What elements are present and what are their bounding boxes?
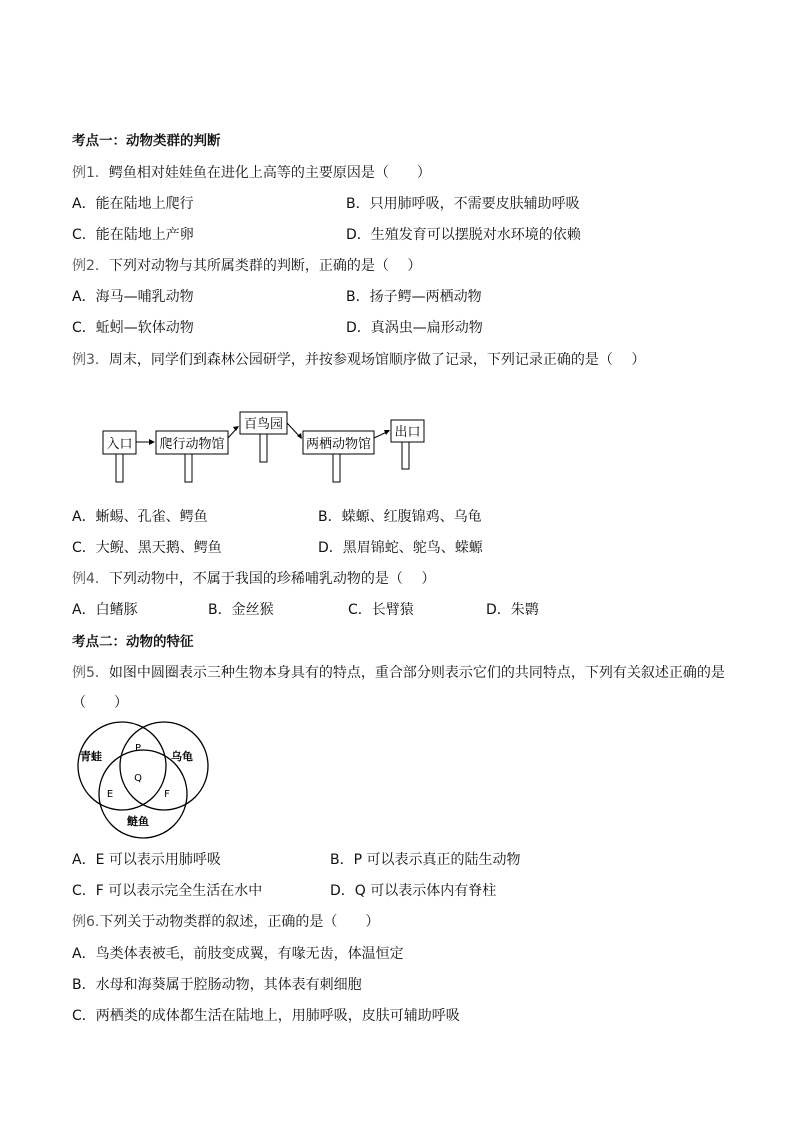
q2-option-a[interactable]: A．海马—哺乳动物 bbox=[72, 289, 194, 305]
venn-label-frog: 青蛙 bbox=[80, 750, 102, 763]
flow-post bbox=[185, 454, 192, 482]
q6-option-c[interactable]: C．两栖类的成体都生活在陆地上，用肺呼吸，皮肤可辅助呼吸 bbox=[72, 1008, 460, 1024]
q4-option-a[interactable]: A．白鳍豚 bbox=[72, 602, 138, 618]
flow-post bbox=[333, 454, 340, 482]
question-stem: 下列动物中，不属于我国的珍稀哺乳动物的是（ ） bbox=[108, 571, 436, 587]
flow-label-entrance: 入口 bbox=[106, 437, 133, 452]
q3-option-b[interactable]: B．蝾螈、红腹锦鸡、乌龟 bbox=[318, 509, 482, 525]
q6-option-a[interactable]: A．鸟类体表被毛，前肢变成翼，有喙无齿，体温恒定 bbox=[72, 946, 404, 962]
q5-option-d[interactable]: D．Q 可以表示体内有脊柱 bbox=[330, 883, 497, 899]
question-4 bbox=[72, 570, 435, 588]
venn-label-turtle: 乌龟 bbox=[171, 750, 193, 763]
venn-region-q: Q bbox=[134, 773, 142, 784]
q1-option-d[interactable]: D．生殖发育可以摆脱对水环境的依赖 bbox=[346, 227, 581, 243]
q4-option-d[interactable]: D．朱鹮 bbox=[486, 602, 539, 618]
flow-label-exit: 出口 bbox=[394, 425, 421, 440]
q1-option-b[interactable]: B．只用肺呼吸，不需要皮肤辅助呼吸 bbox=[346, 196, 580, 212]
venn-diagram bbox=[66, 718, 266, 843]
q4-option-c[interactable]: C．长臂猿 bbox=[348, 602, 414, 618]
q3-option-d[interactable]: D．黑眉锦蛇、鸵鸟、蝾螈 bbox=[318, 540, 483, 556]
question-stem: 如图中圆圈表示三种生物本身具有的特点，重合部分则表示它们的共同特点，下列有关叙述正确的是 bbox=[108, 665, 725, 681]
q1-option-c[interactable]: C．能在陆地上产卵 bbox=[72, 227, 194, 243]
q2-option-c[interactable]: C．蚯蚓—软体动物 bbox=[72, 320, 194, 336]
q4-option-b[interactable]: B．金丝猴 bbox=[208, 602, 274, 618]
venue-flow-diagram bbox=[0, 405, 794, 505]
flow-label-bird-garden: 百鸟园 bbox=[243, 417, 284, 432]
venn-region-p: P bbox=[134, 743, 142, 754]
question-label: 例4． bbox=[72, 571, 109, 587]
question-stem: 鳄鱼相对娃娃鱼在进化上高等的主要原因是（ ） bbox=[108, 165, 431, 181]
flow-post bbox=[260, 434, 267, 462]
question-label: 例6. bbox=[72, 914, 100, 930]
q5-option-a[interactable]: A．E 可以表示用肺呼吸 bbox=[72, 852, 221, 868]
question-2 bbox=[72, 257, 421, 275]
flow-label-amphibian: 两栖动物馆 bbox=[305, 437, 372, 452]
q5-option-c[interactable]: C．F 可以表示完全生活在水中 bbox=[72, 883, 263, 899]
venn-label-fish: 鲢鱼 bbox=[127, 815, 149, 828]
flow-post bbox=[116, 454, 123, 482]
q1-option-a[interactable]: A．能在陆地上爬行 bbox=[72, 196, 194, 212]
q6-option-b[interactable]: B．水母和海葵属于腔肠动物，其体表有刺细胞 bbox=[72, 977, 362, 993]
flow-post bbox=[402, 442, 409, 469]
question-1 bbox=[72, 164, 431, 182]
question-6 bbox=[72, 913, 379, 931]
q3-option-c[interactable]: C．大鲵、黑天鹅、鳄鱼 bbox=[72, 540, 222, 556]
question-label: 例5． bbox=[72, 665, 109, 681]
q2-option-d[interactable]: D．真涡虫—扁形动物 bbox=[346, 320, 483, 336]
venn-region-f: F bbox=[164, 789, 170, 800]
question-5 bbox=[72, 664, 725, 682]
venn-region-e: E bbox=[106, 789, 114, 800]
venn-circle-frog bbox=[78, 722, 166, 810]
question-3 bbox=[72, 351, 645, 369]
question-stem: 下列关于动物类群的叙述，正确的是（ ） bbox=[99, 914, 380, 930]
section-title-1: 考点一：动物类群的判断 bbox=[72, 133, 221, 149]
question-label: 例1． bbox=[72, 165, 109, 181]
question-stem: 下列对动物与其所属类群的判断，正确的是（ ） bbox=[108, 258, 422, 274]
section-title-2: 考点二：动物的特征 bbox=[72, 634, 194, 650]
question-label: 例3． bbox=[72, 352, 109, 368]
q2-option-b[interactable]: B．扬子鳄—两栖动物 bbox=[346, 289, 482, 305]
question-stem: 周末，同学们到森林公园研学，并按参观场馆顺序做了记录，下列记录正确的是（ ） bbox=[108, 352, 646, 368]
question-5-cont: （ ） bbox=[72, 695, 128, 711]
q3-option-a[interactable]: A．蜥蜴、孔雀、鳄鱼 bbox=[72, 509, 208, 525]
q5-option-b[interactable]: B．P 可以表示真正的陆生动物 bbox=[330, 852, 521, 868]
flow-label-reptile: 爬行动物馆 bbox=[159, 437, 225, 452]
question-label: 例2． bbox=[72, 258, 109, 274]
